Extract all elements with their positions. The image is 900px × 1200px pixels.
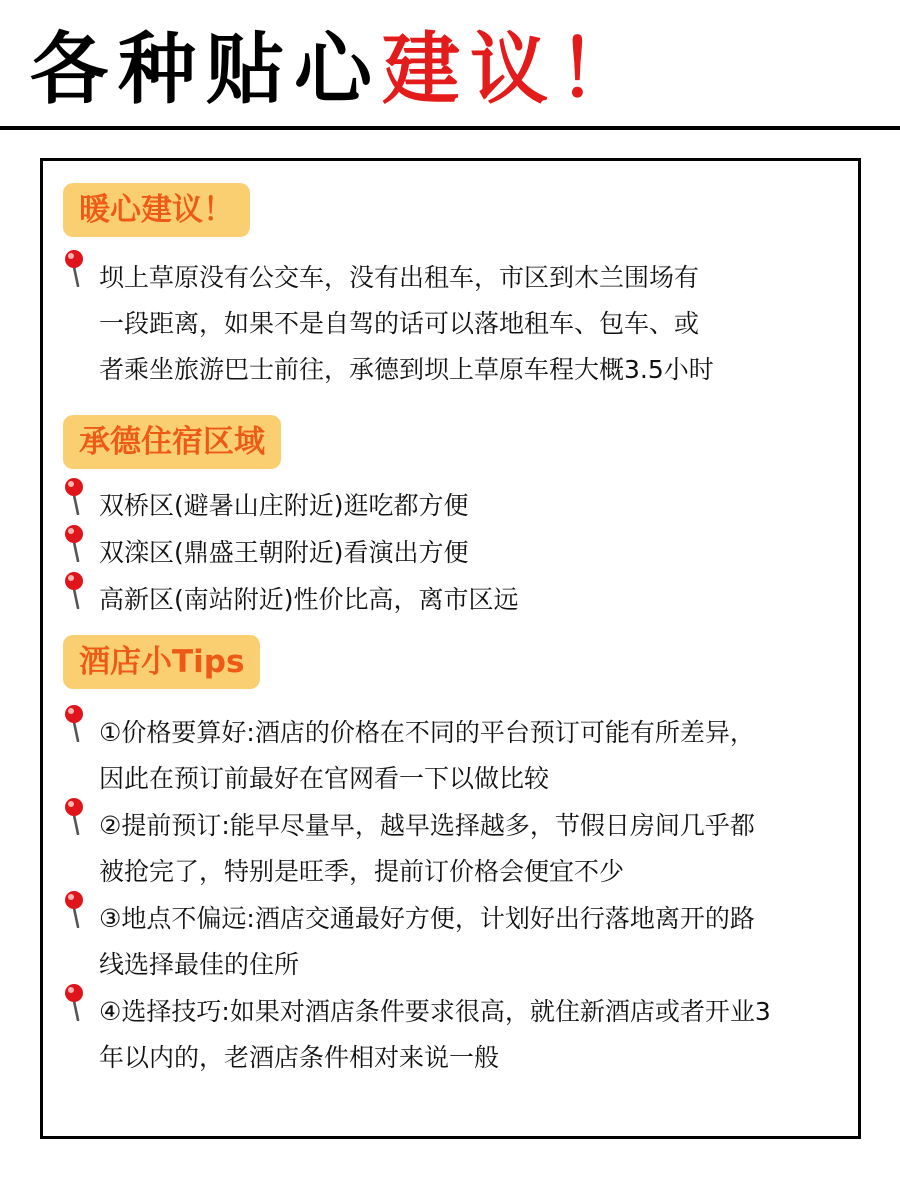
map-pin-icon <box>63 249 95 287</box>
map-pin-icon <box>63 704 95 742</box>
page-title <box>30 22 646 118</box>
item-line: 高新区(南站附近)性价比高，离市区远 <box>99 585 519 614</box>
item-line: 双桥区(避暑山庄附近)逛吃都方便 <box>99 491 469 520</box>
map-pin-icon <box>63 797 95 835</box>
map-pin-icon <box>63 477 95 515</box>
item-line: 因此在预订前最好在官网看一下以做比较 <box>99 764 550 793</box>
map-pin-icon <box>63 524 95 562</box>
item-line: 线选择最佳的住所 <box>99 950 300 979</box>
section-tag-hotel-tips: 酒店小Tips <box>63 635 260 689</box>
tips-card <box>40 158 861 1139</box>
item-line: 坝上草原没有公交车，没有出租车，市区到木兰围场有 <box>99 263 700 292</box>
title-red-part: 建议！ <box>382 25 647 115</box>
item-line: ④选择技巧:如果对酒店条件要求很高，就住新酒店或者开业3 <box>99 997 771 1026</box>
item-line: 双滦区(鼎盛王朝附近)看演出方便 <box>99 538 469 567</box>
map-pin-icon <box>63 890 95 928</box>
item-line: ①价格要算好:酒店的价格在不同的平台预订可能有所差异， <box>99 718 755 747</box>
item-line: 被抢完了，特别是旺季，提前订价格会便宜不少 <box>99 857 625 886</box>
item-line: ③地点不偏远:酒店交通最好方便，计划好出行落地离开的路 <box>99 904 755 933</box>
item-line: 年以内的，老酒店条件相对来说一般 <box>99 1043 500 1072</box>
item-line: ②提前预订:能早尽量早，越早选择越多，节假日房间几乎都 <box>99 811 755 840</box>
map-pin-icon <box>63 571 95 609</box>
map-pin-icon <box>63 983 95 1021</box>
title-black-part: 各种贴心 <box>30 25 383 115</box>
item-line: 一段距离，如果不是自驾的话可以落地租车、包车、或 <box>99 309 700 338</box>
header-divider <box>0 126 900 130</box>
header <box>0 0 900 128</box>
section-tag-warm-tips: 暖心建议！ <box>63 183 250 237</box>
item-line: 者乘坐旅游巴士前往，承德到坝上草原车程大概3.5小时 <box>99 355 714 384</box>
section-tag-chengde-lodging: 承德住宿区域 <box>63 415 281 469</box>
